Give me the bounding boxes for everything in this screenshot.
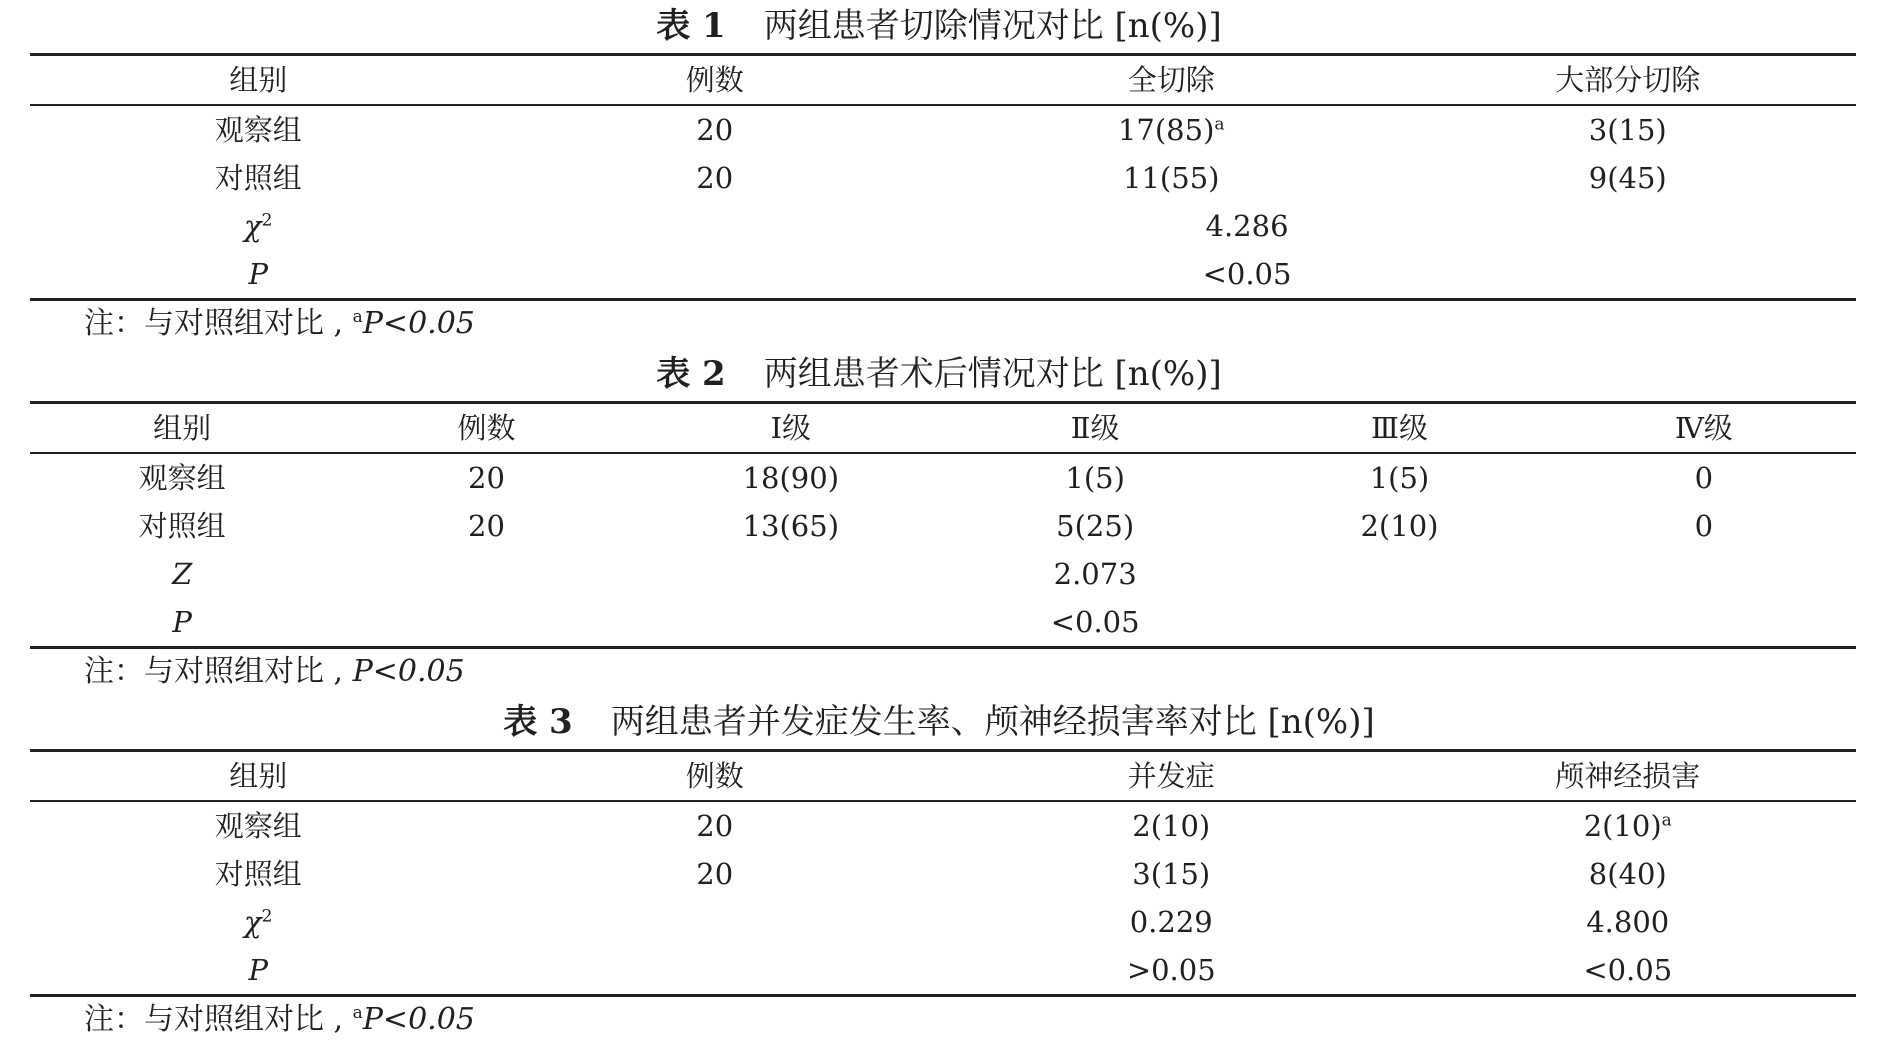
- value-text: 2(10): [1583, 809, 1662, 843]
- stat-label: χ: [244, 905, 262, 939]
- value-cell: 8(40): [1588, 857, 1667, 891]
- value-cell: 3(15): [1132, 857, 1211, 891]
- empty-cell: [487, 946, 944, 996]
- stat-label-cell: P: [172, 605, 192, 639]
- stat-row: [30, 946, 1856, 996]
- table3: [30, 749, 1856, 997]
- stat-value-cell: <0.05: [1050, 605, 1140, 639]
- count-cell: 20: [468, 461, 505, 495]
- table2-label: 表 2: [656, 354, 726, 394]
- stat-value-cell: 4.800: [1586, 905, 1670, 939]
- value-cell: 18(90): [742, 461, 840, 495]
- stat-label-cell: P: [248, 257, 268, 291]
- value-cell: 11(55): [1123, 161, 1220, 195]
- stat-value-cell: 0.229: [1129, 905, 1213, 939]
- count-cell: 20: [696, 809, 734, 843]
- table3-label: 表 3: [503, 702, 573, 742]
- group-cell: 对照组: [214, 161, 302, 195]
- note-suffix: P<0.05: [362, 306, 475, 341]
- table1-header-cell: 例数: [487, 55, 944, 106]
- empty-cell: [487, 898, 944, 946]
- value-cell: [943, 105, 1400, 154]
- stat-row: [30, 898, 1856, 946]
- table1-caption: [0, 0, 1878, 52]
- value-cell: 1(5): [1369, 461, 1430, 495]
- table-row: [30, 453, 1856, 502]
- value-text: 17(85): [1117, 113, 1215, 147]
- value-cell: 9(45): [1588, 161, 1667, 195]
- significance-mark: a: [1661, 810, 1672, 831]
- table2-caption: [0, 348, 1878, 400]
- table1-header-row: [30, 55, 1856, 106]
- note-suffix: P<0.05: [362, 1002, 475, 1037]
- stat-value-cell: >0.05: [1126, 953, 1216, 987]
- table3-title: 两组患者并发症发生率、颅神经损害率对比 [n(%)]: [610, 702, 1375, 742]
- stat-value-cell: <0.05: [1202, 257, 1292, 291]
- value-cell: 5(25): [1056, 509, 1135, 543]
- note-suffix: P<0.05: [352, 654, 465, 689]
- table3-header-cell: 并发症: [943, 751, 1400, 802]
- table-row: [30, 105, 1856, 154]
- value-cell: 2(10): [1132, 809, 1211, 843]
- significance-mark: a: [1214, 114, 1225, 135]
- table1-header-cell: 全切除: [943, 55, 1400, 106]
- table2: [30, 401, 1856, 649]
- value-cell: [1400, 801, 1857, 850]
- group-cell: 观察组: [138, 461, 226, 495]
- table3-note: [84, 996, 475, 1044]
- table2-header-cell: Ⅳ级: [1552, 403, 1856, 454]
- table1-header-cell: 组别: [30, 55, 487, 106]
- stat-value-cell: 4.286: [1205, 209, 1289, 243]
- stat-value-cell: 2.073: [1053, 557, 1137, 591]
- group-cell: 观察组: [214, 113, 302, 147]
- stat-label-cell: Z: [172, 557, 193, 591]
- value-cell: 3(15): [1588, 113, 1667, 147]
- stat-label-cell: [30, 202, 487, 250]
- stat-value-cell: <0.05: [1583, 953, 1673, 987]
- table2-header-cell: Ⅱ级: [943, 403, 1247, 454]
- table-row: [30, 801, 1856, 850]
- table1-header-cell: 大部分切除: [1400, 55, 1857, 106]
- table2-header-cell: 例数: [334, 403, 638, 454]
- note-superscript: a: [352, 1003, 363, 1023]
- table1-label: 表 1: [656, 6, 726, 46]
- table2-header-cell: Ⅲ级: [1247, 403, 1551, 454]
- table2-header-cell: Ⅰ级: [639, 403, 943, 454]
- table2-header-row: [30, 403, 1856, 454]
- table3-header-cell: 组别: [30, 751, 487, 802]
- table-row: [30, 502, 1856, 550]
- stat-label: χ: [244, 209, 262, 243]
- table-row: [30, 154, 1856, 202]
- value-cell: 13(65): [742, 509, 840, 543]
- table3-header-cell: 例数: [487, 751, 944, 802]
- group-cell: 观察组: [214, 809, 302, 843]
- note-prefix: 注：与对照组对比 ,: [84, 306, 353, 341]
- note-superscript: a: [352, 307, 363, 327]
- table1: [30, 53, 1856, 301]
- stat-superscript: 2: [261, 210, 273, 231]
- group-cell: 对照组: [138, 509, 226, 543]
- stat-row: [30, 550, 1856, 598]
- stat-superscript: 2: [261, 906, 273, 927]
- table1-title: 两组患者切除情况对比 [n(%)]: [763, 6, 1222, 46]
- table2-note: [84, 648, 465, 696]
- table3-header-row: [30, 751, 1856, 802]
- count-cell: 20: [468, 509, 505, 543]
- stat-label-cell: [30, 898, 487, 946]
- group-cell: 对照组: [214, 857, 302, 891]
- stat-row: [30, 202, 1856, 250]
- stat-row: [30, 250, 1856, 300]
- stat-label-cell: P: [248, 953, 268, 987]
- table2-header-cell: 组别: [30, 403, 334, 454]
- value-cell: 1(5): [1065, 461, 1125, 495]
- stat-row: [30, 598, 1856, 648]
- count-cell: 20: [696, 857, 734, 891]
- count-cell: 20: [696, 113, 734, 147]
- table-row: [30, 850, 1856, 898]
- table2-title: 两组患者术后情况对比 [n(%)]: [763, 354, 1222, 394]
- value-cell: 0: [1694, 461, 1714, 495]
- note-prefix: 注：与对照组对比 ,: [84, 1002, 353, 1037]
- note-prefix: 注：与对照组对比 ,: [84, 654, 353, 689]
- table1-note: [84, 300, 475, 348]
- table3-caption: [0, 696, 1878, 748]
- count-cell: 20: [696, 161, 734, 195]
- value-cell: 0: [1694, 509, 1714, 543]
- table3-header-cell: 颅神经损害: [1400, 751, 1857, 802]
- value-cell: 2(10): [1360, 509, 1439, 543]
